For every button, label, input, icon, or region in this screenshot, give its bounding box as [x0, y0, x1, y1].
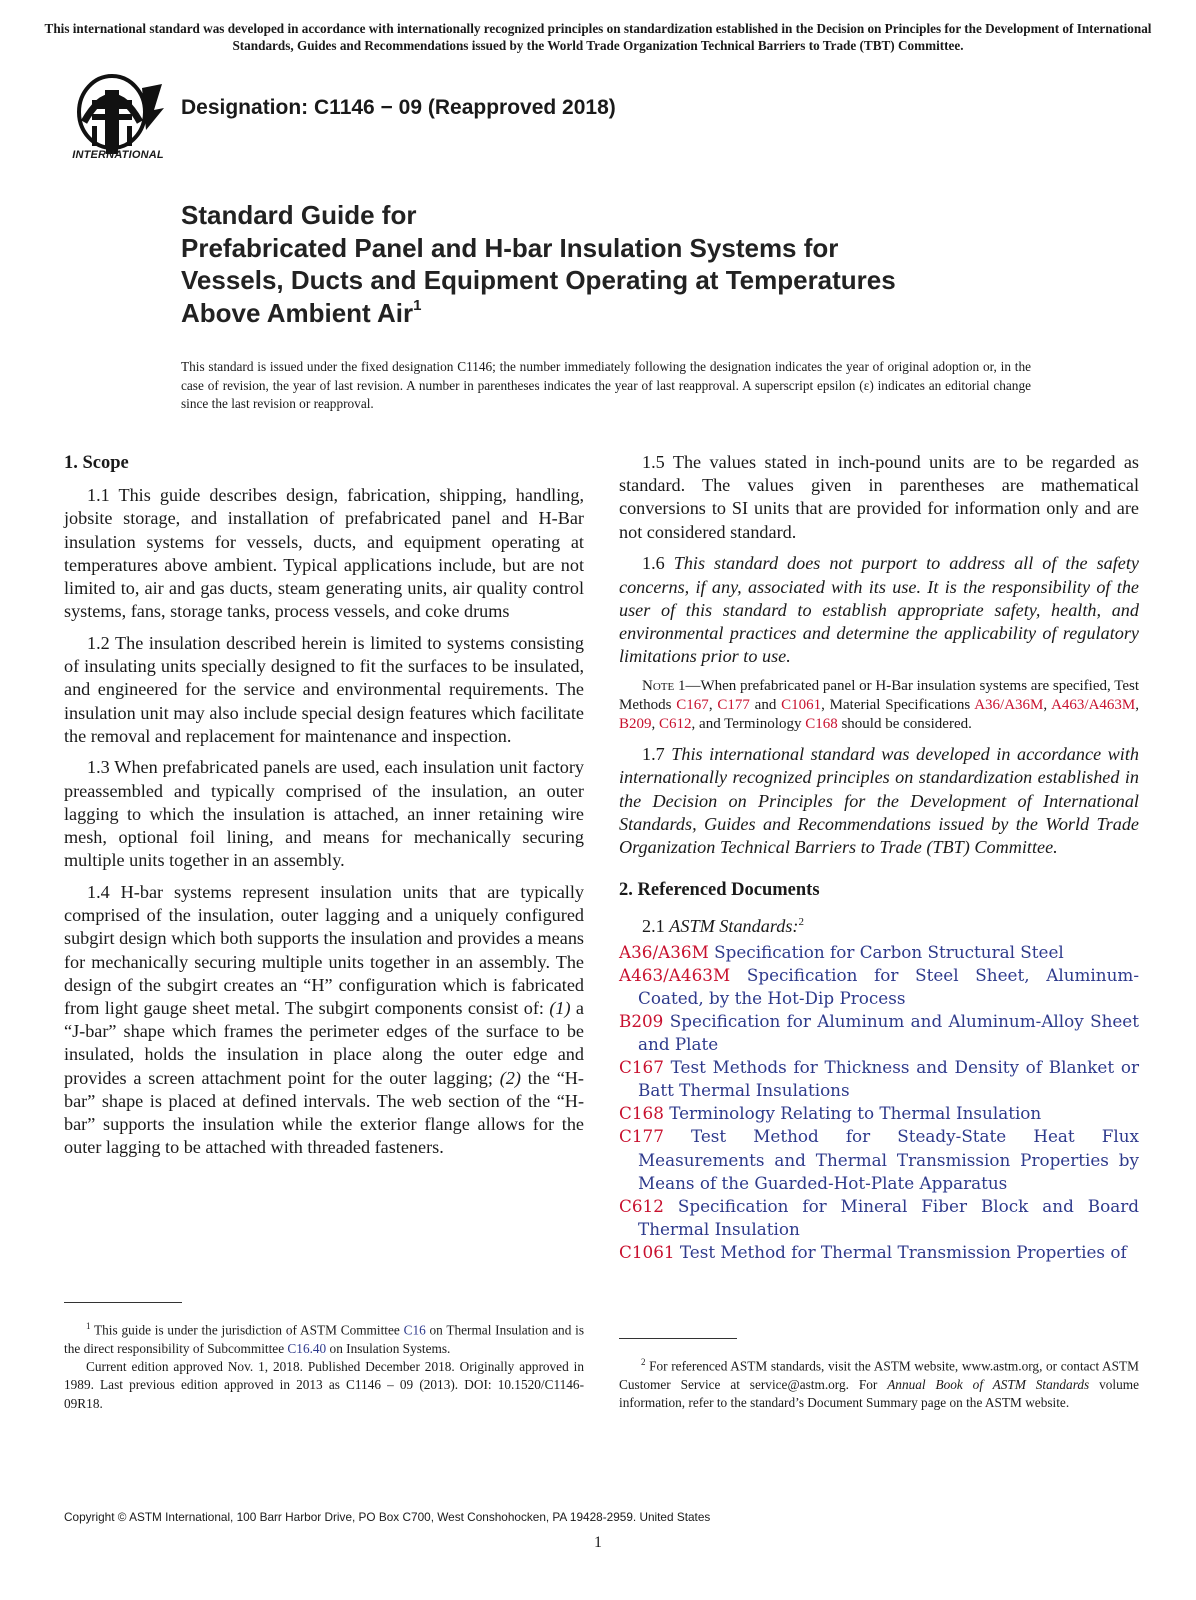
title-line-1: Standard Guide for [181, 200, 417, 230]
scope-heading: 1. Scope [64, 453, 129, 473]
left-column [64, 452, 584, 1168]
issue-note: This standard is issued under the fixed designation C1146; the number immediately following the designation indicates the year of original adoption or, in the case of revision, the year of last revision. A number in parentheses indicates the year of last reapproval. A superscript epsilon (ε) indicates an editorial change since the last revision or reapproval. [181, 359, 1031, 411]
page-number: 1 [594, 1534, 602, 1551]
section-1-2: 1.2 The insulation described herein is limited to systems consisting of insulating units specially designed to fit the surfaces to be insulated, and engineered for the service and environmental requirements. The insulation unit may also include special design features which facilitate the removal and replacement for maintenance and inspection. [64, 632, 584, 746]
reference-list [619, 941, 1139, 1264]
note-1-link-b209[interactable]: B209 [619, 716, 652, 733]
section-1-7-number: 1.7 [642, 744, 672, 765]
reference-item [619, 1056, 1139, 1102]
top-notice: This international standard was developed in accordance with internationally recognized principles on standardization established in the Decision on Principles for the Development of International Standards, Guides and Recommendations issued by the World Trade Organization Technical Barriers to Trade (TBT) Committee. [44, 21, 1152, 53]
section-1-7-text: This international standard was developed in accordance with internationally recognized principles on standardization established in the Decision on Principles for the Development of International Standards, Guides and Recommendations issued by the World Trade Organization Technical Barriers to Trade (TBT) Committee. [619, 744, 1140, 858]
reference-code-link[interactable]: A36/A36M [619, 941, 709, 962]
note-1-text-f: , [1135, 697, 1139, 714]
footnote-1-para-2: Current edition approved Nov. 1, 2018. Published December 2018. Originally approved in 1989. Last previous edition approved in 2013 as C1146 – 09 (2013). DOI: 10.1520/C1146-09R18. [64, 1359, 584, 1411]
note-1-text-g: , [651, 716, 660, 733]
footnote-2-text-a: For referenced ASTM standards, visit the ASTM website, www.astm.org, or contact ASTM Customer Service at service@astm.org. For [619, 1358, 1139, 1392]
note-1-link-a463[interactable]: A463/A463M [1051, 697, 1136, 714]
logo-wordmark: INTERNATIONAL [72, 149, 164, 161]
reference-item [619, 1010, 1139, 1056]
note-1-text-i: should be considered. [837, 716, 972, 733]
note-1-link-c1061[interactable]: C1061 [781, 697, 822, 714]
footnote-2-text-b: volume information, refer to the standard’s Document Summary page on the ASTM website. [619, 1376, 1139, 1411]
reference-title-link[interactable]: Specification for Mineral Fiber Block and Board Thermal Insulation [638, 1195, 1139, 1239]
footnote-1 [64, 1317, 584, 1413]
footnote-1-marker: 1 [86, 1321, 91, 1331]
footnote-1-para-1 [64, 1317, 584, 1358]
note-1-text-e: , [1043, 697, 1052, 714]
copyright-line: Copyright © ASTM International, 100 Barr Harbor Drive, PO Box C700, West Conshohocken, PA 19428-2959. United States [64, 1510, 711, 1524]
footnote-2 [619, 1353, 1139, 1412]
document-title [181, 199, 1061, 329]
section-1-4-b: a “J-bar” shape which frames the perimeter edges of the surface to be insulated, holds the insulation in place along the outer edge and provides a screen attachment point for the outer lagging; [64, 997, 584, 1088]
section-1-6-text: This standard does not purport to address all of the safety concerns, if any, associated with its use. It is the responsibility of the user of this standard to establish appropriate safety, health, and environmental practices and determine the applicability of regulatory limitations prior to use. [619, 553, 1140, 667]
reference-code-link[interactable]: C168 [619, 1103, 664, 1124]
reference-item [619, 1195, 1139, 1241]
note-1 [619, 677, 1139, 735]
reference-title-link[interactable]: Specification for Carbon Structural Steel [714, 941, 1064, 962]
footnote-1-text-b: on Thermal Insulation and is the direct responsibility of Subcommittee [64, 1322, 584, 1356]
section-1-6 [619, 552, 1139, 668]
section-1-4-item-1: (1) [549, 997, 571, 1018]
reference-item [619, 941, 1139, 964]
designation: Designation: C1146 − 09 (Reapproved 2018) [181, 96, 616, 119]
reference-item [619, 1125, 1139, 1194]
reference-code-link[interactable]: C612 [619, 1195, 664, 1216]
reference-title-link[interactable]: Test Method for Thermal Transmission Properties of [679, 1241, 1127, 1262]
section-2-1-number: 2.1 [642, 916, 670, 937]
note-1-text-a: 1—When prefabricated panel or H-Bar insulation systems are specified, Test Methods [619, 677, 1139, 714]
footnote-2-italic: Annual Book of ASTM Standards [887, 1376, 1090, 1392]
section-1-4-a: 1.4 H-bar systems represent insulation units that are typically comprised of the insulation, outer lagging and a uniquely configured subgirt design which both supports the insulation and provides a means for mechanically securing multiple units together in an assembly. The design of the subgirt creates an “H” configuration which is fabricated from light gauge sheet metal. The subgirt components consist of: [64, 881, 584, 1018]
note-1-link-c612[interactable]: C612 [659, 716, 692, 733]
footnote-1-text-c: on Insulation Systems. [326, 1340, 451, 1356]
section-1-7 [619, 743, 1139, 859]
note-1-label: Note [642, 677, 675, 694]
title-footnote-marker[interactable]: 1 [413, 296, 422, 314]
reference-code-link[interactable]: C1061 [619, 1241, 675, 1262]
reference-title-link[interactable]: Specification for Steel Sheet, Aluminum-Coated, by the Hot-Dip Process [638, 964, 1139, 1008]
note-1-link-c167[interactable]: C167 [676, 697, 709, 714]
reference-code-link[interactable]: C177 [619, 1126, 664, 1147]
footnote-1-link-c16[interactable]: C16 [403, 1322, 426, 1338]
note-1-link-c168[interactable]: C168 [805, 716, 838, 733]
footnote-divider-right [619, 1338, 737, 1339]
title-line-4-text: Above Ambient Air [181, 297, 414, 328]
note-1-text-d: , Material Specifications [821, 697, 975, 714]
section-2-1-footnote-marker[interactable]: 2 [798, 916, 804, 929]
note-1-link-c177[interactable]: C177 [717, 697, 750, 714]
reference-item [619, 964, 1139, 1010]
reference-item [619, 1241, 1139, 1264]
footnote-1-text-a: This guide is under the jurisdiction of ASTM Committee [90, 1322, 404, 1338]
referenced-documents-heading: 2. Referenced Documents [619, 880, 820, 901]
section-1-3: 1.3 When prefabricated panels are used, each insulation unit factory preassembled and typically comprised of the insulation, an outer lagging to which the insulation is attached, an inner retaining wire mesh, optional foil lining, and means for mechanically securing multiple units together in an assembly. [64, 757, 584, 871]
note-1-text-h: , and Terminology [691, 716, 806, 733]
reference-title-link[interactable]: Terminology Relating to Thermal Insulation [669, 1103, 1042, 1124]
footnote-1-link-c16-40[interactable]: C16.40 [287, 1340, 327, 1356]
reference-code-link[interactable]: A463/A463M [619, 964, 731, 985]
note-1-text-c: and [749, 697, 782, 714]
reference-title-link[interactable]: Test Methods for Thickness and Density of Blanket or Batt Thermal Insulations [638, 1057, 1139, 1101]
reference-title-link[interactable]: Test Method for Steady-State Heat Flux Measurements and Thermal Transmission Properties by Means of the Guarded-Hot-Plate Apparatus [638, 1126, 1139, 1193]
footnote-2-marker: 2 [641, 1357, 646, 1367]
title-line-4 [181, 297, 1061, 330]
reference-code-link[interactable]: B209 [619, 1010, 664, 1031]
footnote-2-para [619, 1353, 1139, 1412]
section-2-1-text: ASTM Standards: [669, 916, 799, 937]
reference-title-link[interactable]: Specification for Aluminum and Aluminum-Alloy Sheet and Plate [638, 1010, 1139, 1055]
section-1-4-c: the “H-bar” shape is placed at defined intervals. The web section of the “H-bar” supports the insulation while the exterior flange allows for the outer lagging to be attached with threaded fasteners. [64, 1067, 584, 1158]
section-1-4-item-2: (2) [499, 1067, 521, 1088]
title-line-3: Vessels, Ducts and Equipment Operating at Temperatures [181, 265, 896, 295]
reference-item [619, 1102, 1139, 1125]
reference-code-link[interactable]: C167 [619, 1057, 664, 1078]
title-line-2: Prefabricated Panel and H-bar Insulation Systems for [181, 232, 839, 263]
section-1-5: 1.5 The values stated in inch-pound units are to be regarded as standard. The values given in parentheses are mathematical conversions to SI units that are provided for information only and are not considered standard. [619, 452, 1139, 542]
right-column [619, 451, 1139, 1264]
section-1-1: 1.1 This guide describes design, fabrication, shipping, handling, jobsite storage, and installation of prefabricated panel and H-Bar insulation systems for vessels, ducts, and equipment operating at temperatures above ambient. Typical applications include, but are not limited to, air and gas ducts, steam generating units, air quality control systems, fans, storage tanks, process vessels, and coke drums [64, 485, 584, 622]
section-1-6-number: 1.6 [642, 553, 674, 574]
section-1-4 [64, 881, 584, 1159]
section-2-1 [619, 911, 1139, 938]
note-1-link-a36[interactable]: A36/A36M [974, 697, 1044, 714]
note-1-text-b: , [708, 697, 718, 714]
footnote-divider-left [64, 1302, 182, 1303]
